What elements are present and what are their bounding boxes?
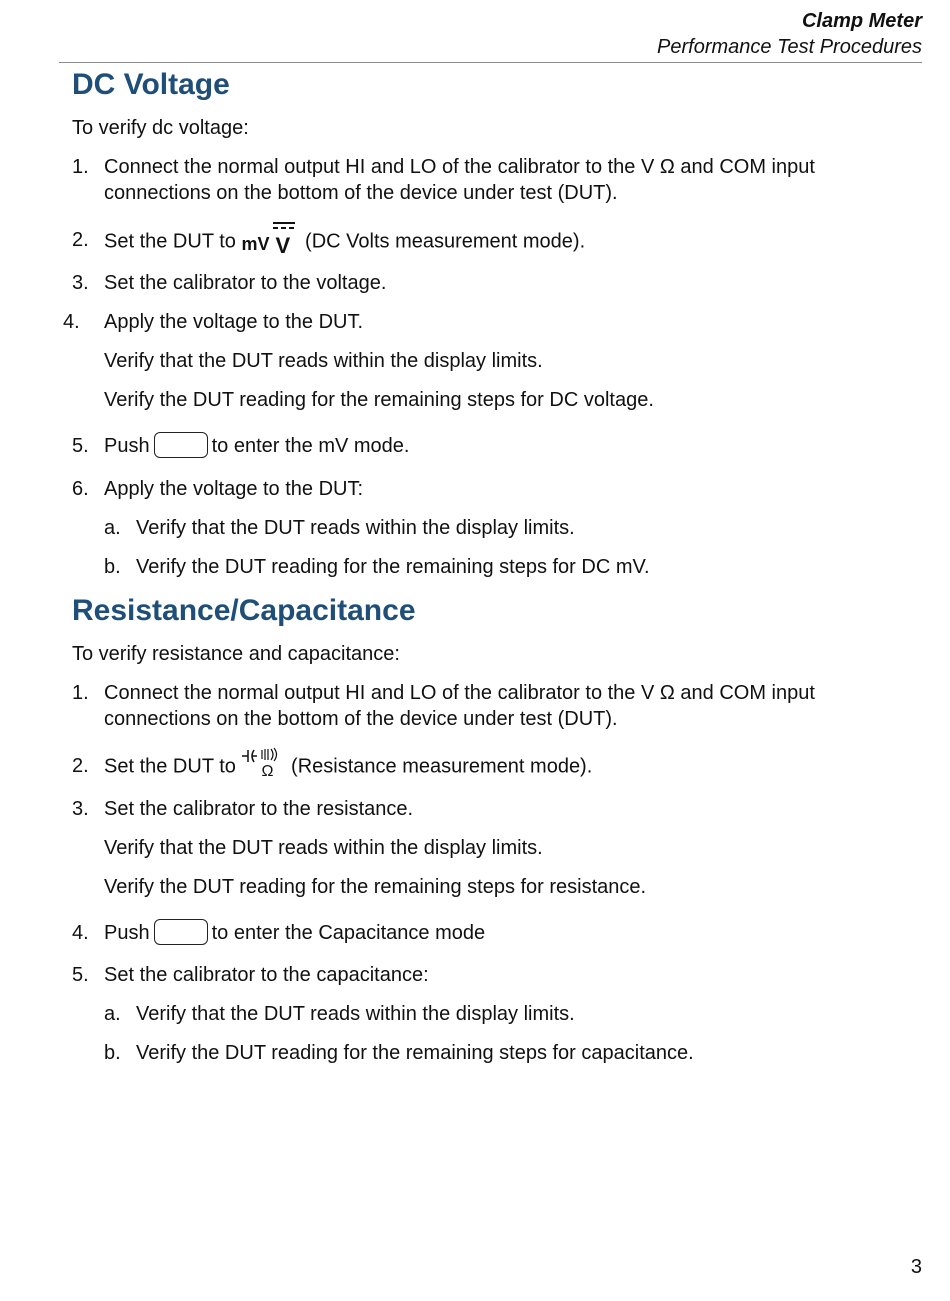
header-rule [59,62,922,63]
step-text-suffix: to enter the mV mode. [211,435,410,457]
step-text: Set the calibrator to the resistance. [104,798,414,820]
running-header [657,8,922,60]
section-intro: To verify dc voltage: [72,117,249,139]
step-note: Verify the DUT reading for the remaining steps for resistance. [104,876,647,898]
header-title: Clamp Meter [801,10,922,32]
step-text [104,433,409,460]
step-text-suffix: to enter the Capacitance mode [211,922,486,944]
step-text-prefix: Set the DUT to [104,755,236,778]
step-text-prefix: Push [104,922,150,944]
step-number: 4. [63,311,80,333]
step-number: 1. [72,156,89,178]
step-text-continued: connections on the bottom of the device under test (DUT). [104,182,618,204]
step-text: Apply the voltage to the DUT: [104,478,364,500]
step-text-prefix: Set the DUT to [104,230,236,253]
step-number: 4. [72,922,89,944]
dc-volts-mode-icon [241,221,299,258]
step-text-suffix: (DC Volts measurement mode). [305,230,586,253]
step-number: 6. [72,478,89,500]
step-number: 1. [72,682,89,704]
substep-letter: a. [104,1003,121,1025]
step-text: Set the calibrator to the capacitance: [104,964,429,986]
ohm-symbol: Ω [261,763,274,780]
substep-letter: b. [104,556,121,578]
substep-letter: b. [104,1042,121,1064]
section-intro: To verify resistance and capacitance: [72,643,400,665]
meter-button-icon [154,432,208,458]
step-text: Set the calibrator to the voltage. [104,272,387,294]
step-number: 5. [72,435,89,457]
step-text: Connect the normal output HI and LO of the calibrator to the V Ω and COM input [104,156,815,178]
step-text [104,753,592,781]
step-number: 3. [72,272,89,294]
step-text [104,227,585,257]
meter-button-icon [154,919,208,945]
substep-text: Verify that the DUT reads within the display limits. [136,517,575,539]
dc-mv-label: mV [241,234,270,254]
substep-text: Verify that the DUT reads within the display limits. [136,1003,575,1025]
substep-text: Verify the DUT reading for the remaining steps for capacitance. [136,1042,694,1064]
step-text-prefix: Push [104,435,150,457]
step-text-suffix: (Resistance measurement mode). [291,755,593,778]
step-note: Verify the DUT reading for the remaining steps for DC voltage. [104,389,654,411]
substep-letter: a. [104,517,121,539]
step-note: Verify that the DUT reads within the display limits. [104,350,543,372]
step-number: 2. [72,229,89,251]
step-number: 2. [72,755,89,777]
step-number: 5. [72,964,89,986]
step-text-continued: connections on the bottom of the device under test (DUT). [104,708,618,730]
step-text: Connect the normal output HI and LO of the calibrator to the V Ω and COM input [104,682,815,704]
substep-text: Verify the DUT reading for the remaining steps for DC mV. [136,556,650,578]
dc-v-label: V [275,233,291,258]
header-subtitle: Performance Test Procedures [657,36,922,58]
resistance-mode-icon [241,749,285,780]
step-number: 3. [72,798,89,820]
step-note: Verify that the DUT reads within the display limits. [104,837,543,859]
section-heading-resistance-capacitance: Resistance/Capacitance [72,594,416,627]
step-text [104,920,485,947]
page-number: 3 [910,1256,922,1278]
section-heading-dc-voltage: DC Voltage [72,68,230,101]
step-text: Apply the voltage to the DUT. [104,311,364,333]
